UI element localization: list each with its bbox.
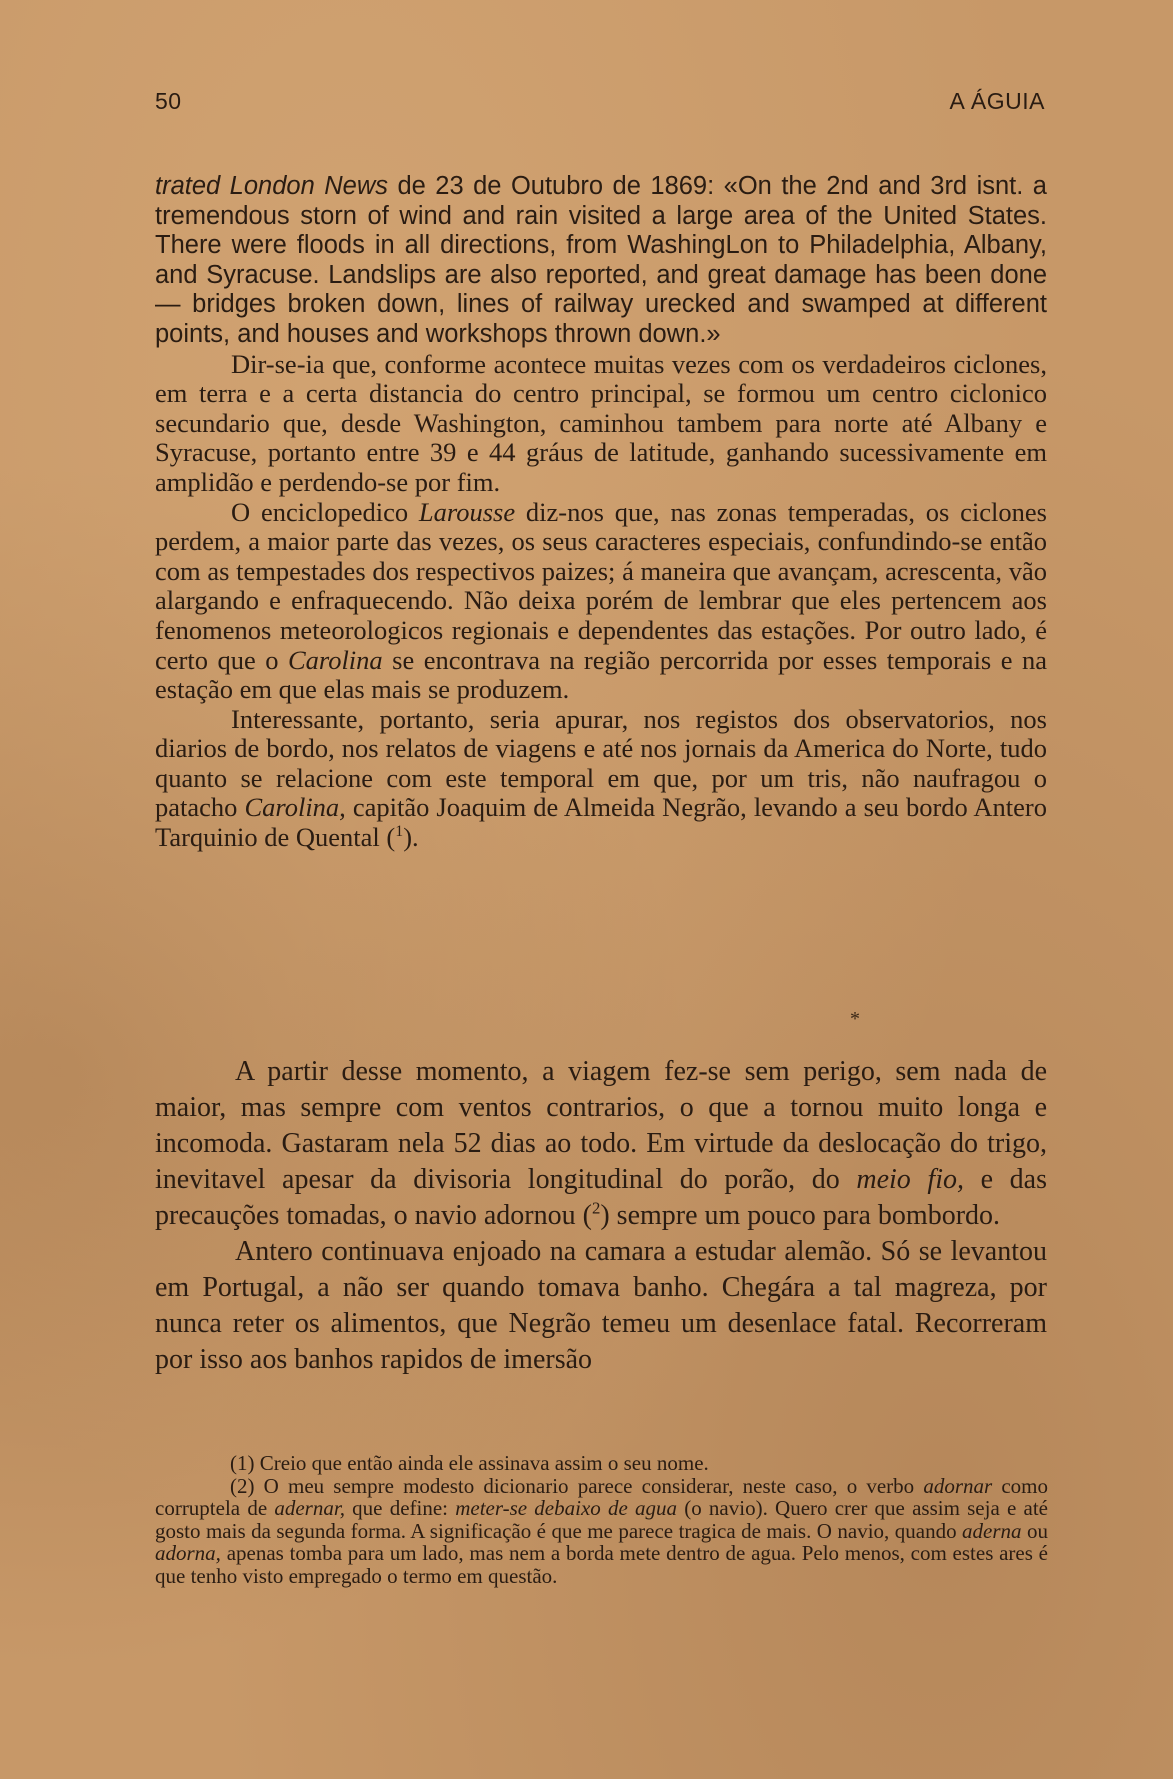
footnotes xyxy=(155,1452,1048,1587)
paragraph-viagem: A partir desse momento, a viagem fez-se sem perigo, sem nada de maior, mas sempre com ventos contrarios, o que a tornou muito longa e incomoda. Gastaram nela 52 dias ao todo. Em virtude da deslocação do trigo, inevitavel apesar da divisoria longitudinal do porão, do meio fio, e das precauções tomadas, o navio adornou ($^2$) sempre um pouco para bombordo. xyxy=(155,1056,1047,1231)
running-title: A ÁGUIA xyxy=(949,88,1045,114)
paragraph-larousse: O enciclopedico Larousse diz-nos que, nas zonas temperadas, os ciclones perdem, a maior parte das vezes, os seus caracteres especiais, confundindo-se então com as tempestades dos respectivos paizes; á maneira que avançam, acrescenta, vão alargando e enfraquecendo. Não deixa porém de lembrar que eles pertencem aos fenomenos meteorologicos regionais e dependentes das estações. Por outro lado, é certo que o Carolina se encontrava na região percorrida por esses temporais e na estação em que elas mais se produzem. xyxy=(155,496,1047,705)
paragraph-interessante: Interessante, portanto, seria apurar, nos registos dos observatorios, nos diarios de bordo, nos relatos de viagens e até nos jornais da America do Norte, tudo quanto se relacione com este temporal em que, por um tris, não naufragou o patacho Carolina, capitão Joaquim de Almeida Negrão, levando a seu bordo Antero Tarquinio de Quental ($^1$). xyxy=(155,703,1047,853)
page-header xyxy=(155,88,1045,115)
main-text-block-2 xyxy=(155,1054,1047,1378)
footnote-2: (2) O meu sempre modesto dicionario parece considerar, neste caso, o verbo adornar como corruptela de adernar, que define: meter-se debaixo de agua (o navio). Quero crer que assim seja e até gosto mais da segunda forma. A significação é que me parece tragica de mais. O navio, quando aderna ou adorna, apenas tomba para um lado, mas nem a borda mete dentro de agua. Pelo menos, com estes ares é que tenho visto empregado o termo em questão. xyxy=(155,1473,1049,1588)
page-number: 50 xyxy=(155,88,182,114)
footnote-ref-2: 2 xyxy=(591,1198,601,1218)
paragraph-antero: Antero continuava enjoado na camara a estudar alemão. Só se levantou em Portugal, a não ser quando tomava banho. Chegára a tal magreza, por nunca reter os alimentos, que Negrão temeu um desenlace fatal. Recorreram por isso aos banhos rapidos de imersão xyxy=(155,1236,1047,1375)
section-separator: * xyxy=(850,1008,860,1030)
footnote-1: (1) Creio que então ainda ele assinava assim o seu nome. xyxy=(230,1451,709,1475)
footnote-ref-1: 1 xyxy=(395,823,404,841)
paragraph-quote: trated London News de 23 de Outubro de 1869: «On the 2nd and 3rd isnt. a tremendous storn of wind and rain visited a large area of the United States. There were floods in all directions, from WashingLon to Philadelphia, Albany, and Syracuse. Landslips are also reported, and great damage has been done — bridges broken down, lines of railway urecked and swamped at different points, and houses and workshops thrown down.» xyxy=(155,172,1047,348)
paragraph-ciclones: Dir-se-ia que, conforme acontece muitas vezes com os verdadeiros ciclones, em terra e a certa distancia do centro principal, se formou um centro ciclonico secundario que, desde Washington, caminhou tambem para norte até Albany e Syracuse, portanto entre 39 e 44 gráus de latitude, ganhando sucessivamente em amplidão e perdendo-se por fim. xyxy=(155,348,1047,497)
main-text-block-1 xyxy=(155,172,1047,853)
